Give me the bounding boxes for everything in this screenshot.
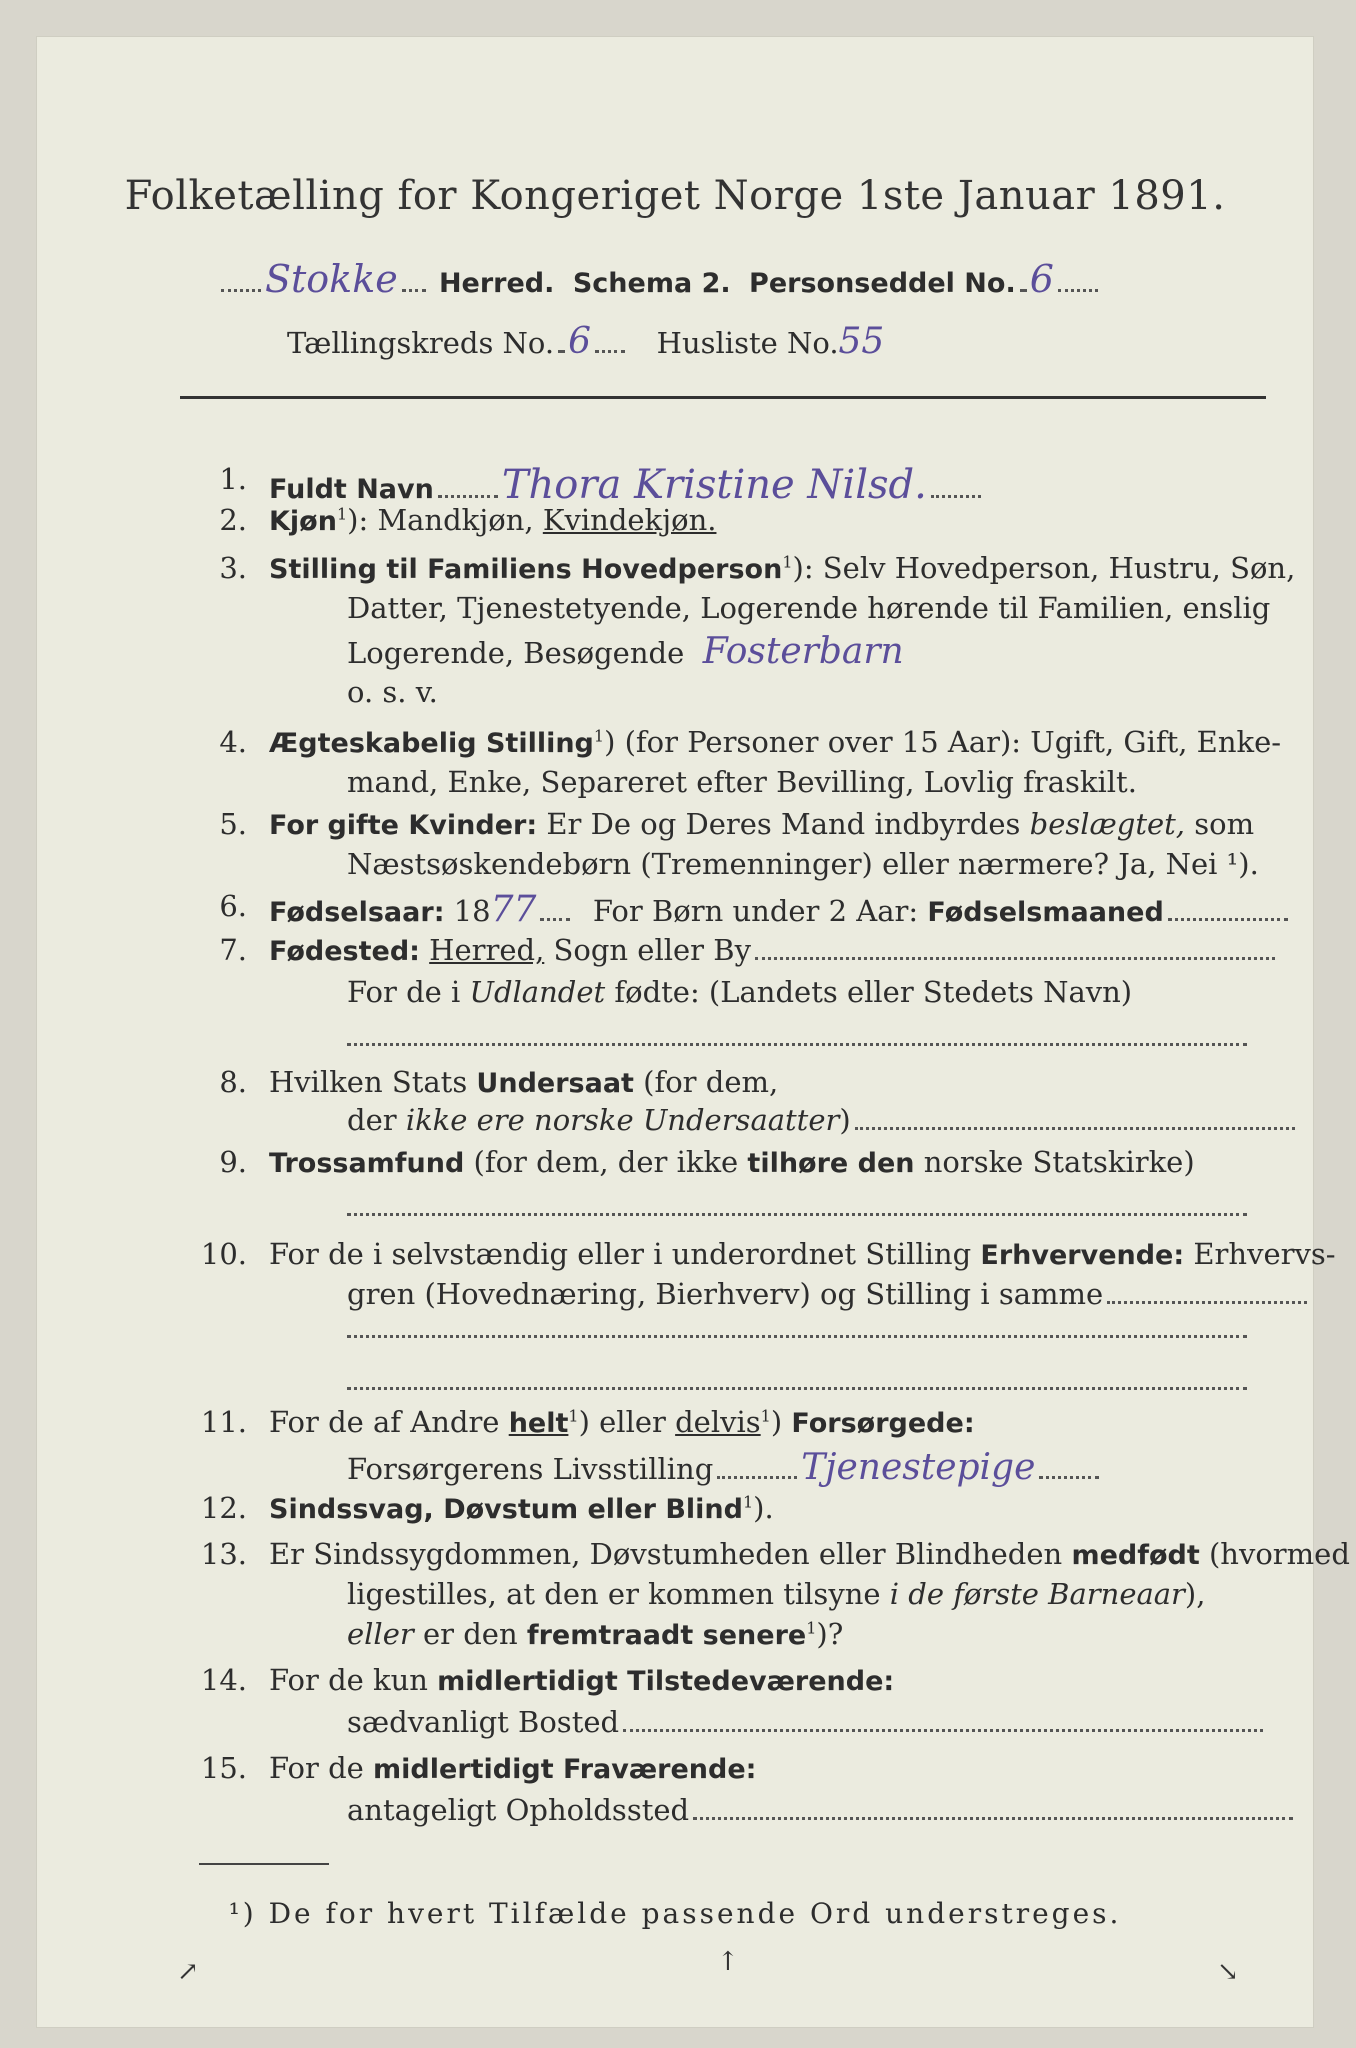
footnote-separator [199, 1863, 329, 1865]
item-3-number: 3. [219, 551, 247, 585]
full-name-value: Thora Kristine Nilsd. [501, 462, 927, 508]
item-7-rest: Sogn eller By [553, 933, 751, 967]
husliste-value: 55 [838, 321, 885, 362]
item-5-line-1 [269, 807, 1254, 841]
item-13-line-1 [269, 1537, 1350, 1571]
item-10-label: For de i selvstændig eller i underordnet Stilling [269, 1237, 972, 1271]
item-5-bold: gifte Kvinder: [327, 810, 538, 841]
item-13-line-2 [347, 1577, 1205, 1611]
item-3-rest: ): Selv Hovedperson, Hustru, Søn, [792, 551, 1296, 585]
header-rule [180, 396, 1266, 399]
item-5-line-2: Næstsøskendebørn (Tremenninger) eller nærmere? Ja, Nei ¹). [347, 847, 1259, 881]
item-5-italic: beslægtet, [1029, 807, 1186, 841]
item-8-rest: (for dem, [643, 1065, 779, 1099]
item-6-rest: For Børn under 2 Aar: [592, 894, 919, 928]
item-11-mid: eller [599, 1405, 666, 1439]
item-10-line-2 [347, 1277, 1311, 1311]
item-7-line-2b: fødte: (Landets eller Stedets Navn) [614, 975, 1133, 1009]
item-6-label: Fødselsaar: [269, 897, 445, 928]
item-7-label: Fødested: [269, 936, 420, 967]
item-8-line-2a: der [347, 1103, 397, 1137]
item-10-line-1 [269, 1237, 1336, 1271]
item-1-line [269, 462, 985, 508]
item-11-line-2 [347, 1447, 1103, 1488]
item-15-bold: midlertidigt Fraværende: [373, 1754, 757, 1785]
provider-occupation-value: Tjenestepige [801, 1447, 1036, 1488]
item-11-delvis: delvis [675, 1405, 761, 1439]
item-10-bold: Erhvervende: [980, 1240, 1185, 1271]
header-line-kreds [287, 321, 884, 362]
item-3-line-4: o. s. v. [347, 675, 438, 709]
item-5-number: 5. [219, 807, 247, 841]
item-13-line-3b: )? [816, 1617, 844, 1651]
item-14-line-2-text: sædvanligt Bosted [347, 1705, 620, 1739]
item-13-line-2-italic: i de første Barneaar [889, 1577, 1185, 1611]
gender-selected: Kvindekjøn. [542, 503, 717, 537]
item-8-line-2-italic: ikke ere norske Undersaatter [405, 1103, 840, 1137]
item-4-line-2: mand, Enke, Separeret efter Bevilling, Lovlig fraskilt. [347, 765, 1137, 799]
item-9-blank-row [347, 1213, 1247, 1216]
item-5-end: som [1194, 807, 1255, 841]
item-4-rest: ) (for Personer over 15 Aar): Ugift, Gift, Enke- [604, 725, 1282, 759]
item-2-number: 2. [219, 503, 247, 537]
corner-mark-right: ↘ [1217, 1957, 1239, 1987]
item-3-sup: 1 [782, 552, 793, 572]
corner-mark-left: ↗ [177, 1957, 199, 1987]
item-15-line-1 [269, 1751, 756, 1785]
item-13-line-2a: ligestilles, at den er kommen tilsyne [347, 1577, 881, 1611]
item-13-line-3-italic: eller [347, 1617, 414, 1651]
item-8-line-2: der ikke ere norske Undersaatter) [347, 1103, 1299, 1137]
item-10-blank-row-1 [347, 1335, 1247, 1338]
item-13-end: (hvormed [1208, 1537, 1350, 1571]
item-10-line-2-text: gren (Hovednæring, Bierhverv) og Stilling i samme [347, 1277, 1104, 1311]
item-2-rest: ): Mandkjøn, [347, 503, 534, 537]
item-13-label: Er Sindssygdommen, Døvstumheden eller Blindheden [269, 1537, 1063, 1571]
item-7-line-2-italic: Udlandet [469, 975, 606, 1009]
item-4-label: Ægteskabelig Stilling [269, 728, 594, 759]
item-10-number: 10. [200, 1237, 247, 1271]
personseddel-value: 6 [1029, 257, 1054, 301]
herred-label: Herred. [438, 268, 555, 299]
item-8-bold: Undersaat [476, 1068, 634, 1099]
item-3-line-3-text: Logerende, Besøgende [347, 636, 685, 670]
schema-label: Schema 2. [572, 268, 731, 299]
birthplace-selected: Herred, [429, 933, 545, 967]
kreds-label: Tællingskreds No. [287, 326, 555, 360]
item-13-line-2b: ), [1184, 1577, 1206, 1611]
item-4-sup: 1 [593, 726, 605, 746]
item-13-line-3-bold: fremtraadt senere [526, 1620, 807, 1651]
item-13-line-3a: er den [422, 1617, 518, 1651]
header-line-herred [217, 257, 1102, 301]
family-position-value: Fosterbarn [702, 631, 904, 672]
item-4-number: 4. [219, 725, 247, 759]
item-1-label: Fuldt Navn [269, 474, 434, 505]
item-13-number: 13. [200, 1537, 247, 1571]
item-7-number: 7. [219, 933, 247, 967]
item-7-line-1 [269, 933, 1279, 967]
item-11-line-1: For de af Andre helt$^1$) eller delvis$^1$) Forsørgede: [269, 1405, 975, 1439]
item-5-label: For [269, 810, 319, 841]
item-12-number: 12. [200, 1491, 247, 1525]
item-11-line-2-text: Forsørgerens Livsstilling [347, 1452, 714, 1486]
item-3-line-1 [269, 551, 1295, 585]
item-15-label: For de [269, 1751, 364, 1785]
center-mark: ↑ [717, 1947, 739, 1977]
item-7-blank-row [347, 1043, 1247, 1046]
item-14-line-1 [269, 1663, 894, 1697]
item-15-line-2 [347, 1793, 1297, 1827]
form-title: Folketælling for Kongeriget Norge 1ste Januar 1891. [124, 173, 1226, 219]
item-9-end: norske Statskirke) [923, 1145, 1195, 1179]
item-11-bold: Forsørgede: [791, 1408, 975, 1439]
item-11-label: For de af Andre [269, 1405, 500, 1439]
item-3-line-2: Datter, Tjenestetyende, Logerende hørende til Familien, enslig [347, 591, 1271, 625]
item-11-number: 11. [200, 1405, 247, 1439]
item-2-label: Kjøn [269, 506, 337, 537]
item-3-line-3 [347, 631, 904, 672]
item-11-helt: helt [508, 1408, 569, 1439]
item-2-sup: 1 [336, 504, 348, 524]
item-9-line-1 [269, 1145, 1195, 1179]
item-5-rest: Er De og Deres Mand indbyrdes [546, 807, 1021, 841]
item-15-line-2-text: antageligt Opholdssted [347, 1793, 690, 1827]
item-13-bold: medfødt [1071, 1540, 1200, 1571]
item-7-line-2 [347, 975, 1132, 1009]
item-8-label: Hvilken Stats [269, 1065, 468, 1099]
kreds-value: 6 [568, 321, 592, 362]
item-1-number: 1. [219, 462, 247, 496]
item-6-line [269, 889, 1292, 930]
item-10-blank-row-2 [347, 1387, 1247, 1390]
item-9-number: 9. [219, 1145, 247, 1179]
herred-value: Stokke [265, 257, 398, 301]
item-12-rest: ). [753, 1491, 774, 1525]
personseddel-label: Personseddel No. [749, 268, 1016, 299]
item-14-bold: midlertidigt Tilstedeværende: [437, 1666, 895, 1697]
husliste-label: Husliste No. [656, 326, 839, 360]
footnote: ¹) De for hvert Tilfælde passende Ord understreges. [228, 1897, 1122, 1930]
item-14-label: For de kun [269, 1663, 428, 1697]
item-6-number: 6. [219, 889, 247, 923]
item-9-rest: (for dem, der ikke [473, 1145, 739, 1179]
item-6-bold: Fødselsmaaned [927, 897, 1164, 928]
item-12-label: Sindssvag, Døvstum eller Blind [269, 1494, 743, 1525]
item-14-number: 14. [200, 1663, 247, 1697]
item-9-label: Trossamfund [269, 1148, 465, 1179]
item-4-line-1 [269, 725, 1281, 759]
item-3-label: Stilling til Familiens Hovedperson [269, 554, 783, 585]
item-2-line [269, 503, 716, 537]
birth-year-value: 77 [490, 889, 537, 930]
item-10-end: Erhvervs- [1193, 1237, 1336, 1271]
item-14-line-2 [347, 1705, 1267, 1739]
item-8-line-1 [269, 1065, 778, 1099]
census-form [36, 36, 1350, 2028]
birth-year-prefix: 18 [453, 894, 491, 928]
item-8-number: 8. [219, 1065, 247, 1099]
item-9-bold: tilhøre den [747, 1148, 915, 1179]
item-13-line-3: eller er den fremtraadt senere$^1$)? [347, 1617, 844, 1651]
item-12-line: Sindssvag, Døvstum eller Blind$^1$). [269, 1491, 774, 1525]
item-15-number: 15. [200, 1751, 247, 1785]
item-7-line-2a: For de i [347, 975, 461, 1009]
